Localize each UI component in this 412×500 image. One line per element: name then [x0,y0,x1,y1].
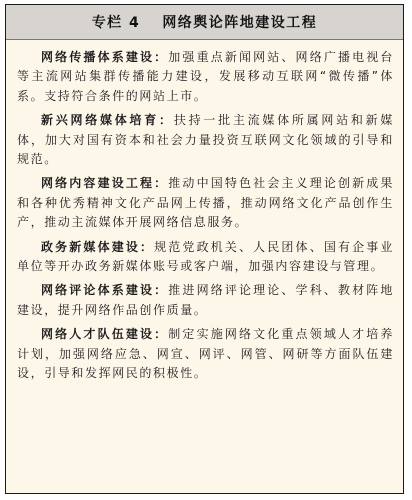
paragraph-heading: 政务新媒体建设： [41,239,155,254]
paragraph-text: 推进网络评论理论、学科、教材阵地建设，提升网络作品创作质量。 [17,283,394,317]
paragraph-commentary [17,281,394,320]
paragraph-text: 推动中国特色社会主义理论创新成果和各种优秀精神文化产品网上传播，推动网络文化产品创作生产，推动主流媒体开展网络信息服务。 [17,176,394,230]
paragraph-new-media [17,111,394,169]
info-box [5,4,404,494]
box-label: 专栏 4 [91,15,141,31]
paragraph-text: 扶持一批主流媒体所属网站和新媒体，加大对国有资本和社会力量投资互联网文化领域的引导和规范。 [17,113,394,167]
paragraph-gov-media [17,238,394,277]
paragraph-heading: 网络内容建设工程： [41,176,169,191]
paragraph-talent [17,325,394,383]
paragraph-text: 规范党政机关、人民团体、国有企事业单位等开办政务新媒体账号或客户端，加强内容建设与管理。 [17,239,394,274]
paragraph-content-building [17,174,394,232]
paragraph-text: 制定实施网络文化重点领域人才培养计划，加强网络应急、网宣、网评、网管、网研等方面队伍建设，引导和发挥网民的积极性。 [17,327,394,381]
paragraph-heading: 新兴网络媒体培育： [41,113,174,128]
box-title: 网络舆论阵地建设工程 [162,15,318,31]
paragraph-heading: 网络传播体系建设： [41,50,169,64]
paragraph-heading: 网络人才队伍建设： [41,327,169,342]
box-header [6,5,403,40]
paragraph-text: 加强重点新闻网站、网络广播电视台等主流网站集群传播能力建设，发展移动互联网“微传播”体系。支持符合条件的网站上市。 [17,50,394,103]
paragraph-network-dissemination [17,48,394,106]
box-content [6,40,403,384]
paragraph-heading: 网络评论体系建设： [41,283,169,298]
